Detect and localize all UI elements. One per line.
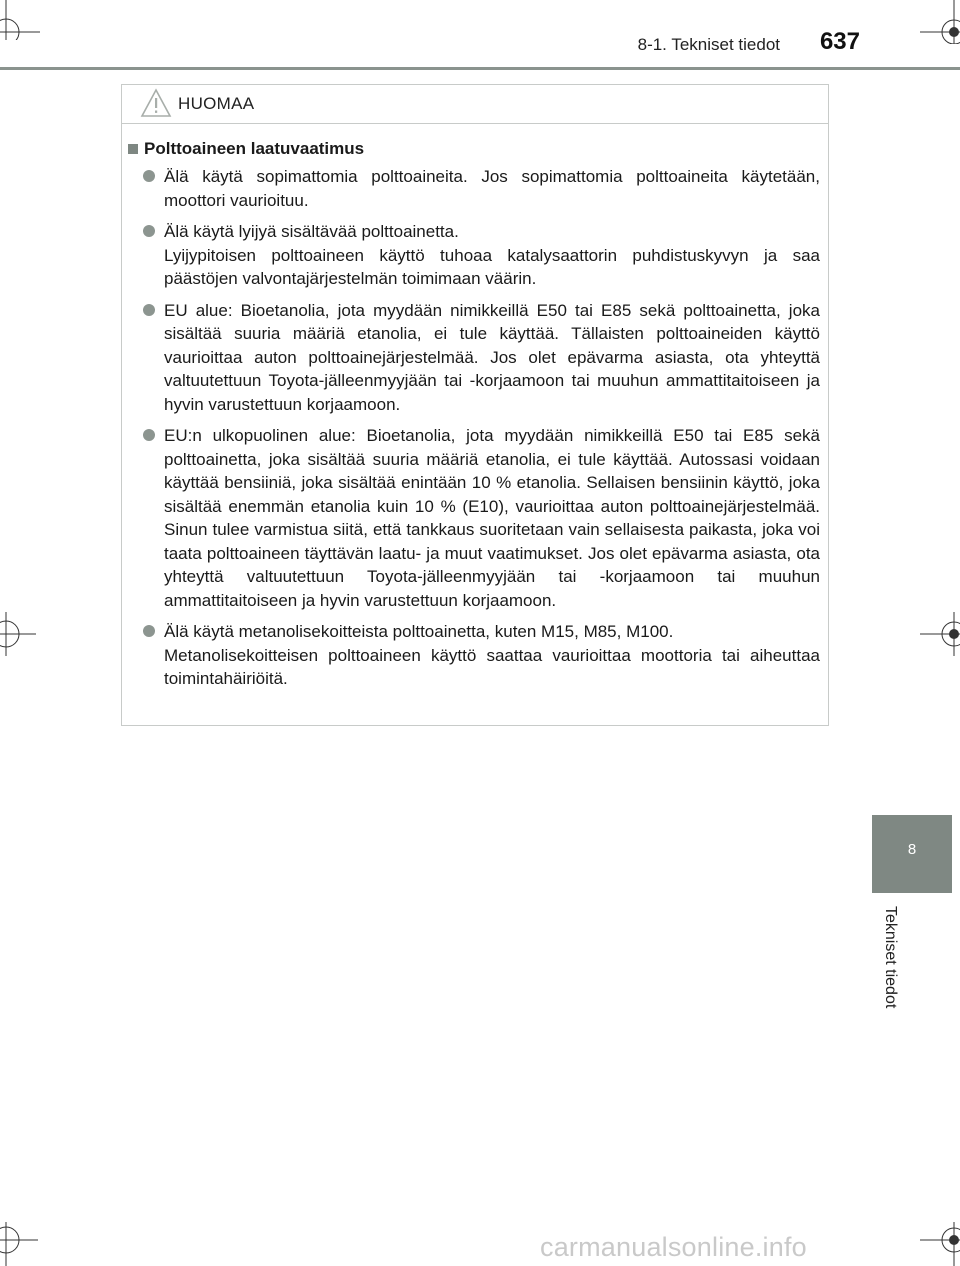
notice-title: HUOMAA (178, 94, 255, 113)
list-item (128, 424, 820, 612)
notice-body (122, 124, 828, 691)
registration-mark-bottom-left (0, 1222, 40, 1266)
item-text: Älä käytä lyijyä sisältävää polttoainetta. (164, 222, 459, 241)
section-heading-text: Polttoaineen laatuvaatimus (144, 139, 365, 158)
warning-triangle-icon (140, 88, 172, 118)
registration-mark-bottom-right (920, 1222, 960, 1266)
list-item (128, 299, 820, 417)
notice-header (122, 85, 828, 124)
notice-box (121, 84, 829, 726)
round-bullet-icon (143, 429, 155, 441)
section-header: 8-1. Tekniset tiedot (637, 35, 780, 54)
registration-mark-top-right (920, 0, 960, 44)
item-text: Älä käytä sopimattomia polttoaineita. Jos sopimattomia polttoaineita käytetään, moottori vaurioituu. (164, 167, 820, 210)
list-item (128, 220, 820, 291)
square-bullet-icon (128, 144, 138, 154)
list-item (128, 620, 820, 691)
round-bullet-icon (143, 225, 155, 237)
round-bullet-icon (143, 304, 155, 316)
registration-mark-top-left (0, 0, 40, 40)
chapter-tab (872, 815, 952, 893)
item-text: Lyijypitoisen polttoaineen käyttö tuhoaa katalysaattorin puhdistuskyvyn ja saa päästöjen valvontajärjestelmän toimimaan väärin. (164, 245, 820, 288)
round-bullet-icon (143, 625, 155, 637)
item-text: Älä käytä metanolisekoitteista polttoainetta, kuten M15, M85, M100. (164, 622, 674, 641)
chapter-number: 8 (907, 841, 917, 858)
chapter-title-vertical: Tekniset tiedot (882, 906, 899, 1009)
item-text: EU:n ulkopuolinen alue: Bioetanolia, jota myydään nimikkeillä E50 tai E85 sekä polttoainetta, joka sisältää suuria määriä etanolia, ei tule käyttää. Autossasi voidaan käyttää bensiiniä, joka sisältää enintään 10 % etanolia. Sellaisen bensiinin käyttö, joka sisältää enemmän etanolia kuin 10 % (E10), vaurioittaa auton polttoainejärjestelmää. Sinun tulee varmistua siitä, että tankkaus suoritetaan vain sellaisesta paikasta, joka voi taata polttoaineen täyttävän laatu- ja muut vaatimukset. Jos olet epävarma asiasta, ota yhteyttä valtuutettuun Toyota-jälleenmyyjään tai -korjaamoon tai muuhun ammattitaitoiseen ja hyvin varustettuun korjaamoon. (164, 426, 820, 610)
item-text: Metanolisekoitteisen polttoaineen käyttö saattaa vaurioittaa moottoria tai aiheuttaa toimintahäiriöitä. (164, 645, 820, 688)
header-divider (0, 67, 960, 70)
registration-mark-mid-right (920, 612, 960, 656)
item-text: EU alue: Bioetanolia, jota myydään nimikkeillä E50 tai E85 sekä polttoainetta, joka sisältää suuria määriä etanolia, ei tule käyttää. Tällaisten polttoaineiden käyttö vaurioittaa auton polttoainejärjestelmää. Jos olet epävarma asiasta, ota yhteyttä valtuutettuun Toyota-jälleenmyyjään tai -korjaamoon tai muuhun ammattitaitoiseen ja hyvin varustettuun korjaamoon. (164, 300, 820, 414)
registration-mark-mid-left (0, 612, 40, 656)
watermark: carmanualsonline.info (540, 1232, 807, 1262)
page-number: 637 (819, 28, 860, 55)
section-heading (128, 139, 820, 159)
list-item (128, 165, 820, 212)
round-bullet-icon (143, 170, 155, 182)
